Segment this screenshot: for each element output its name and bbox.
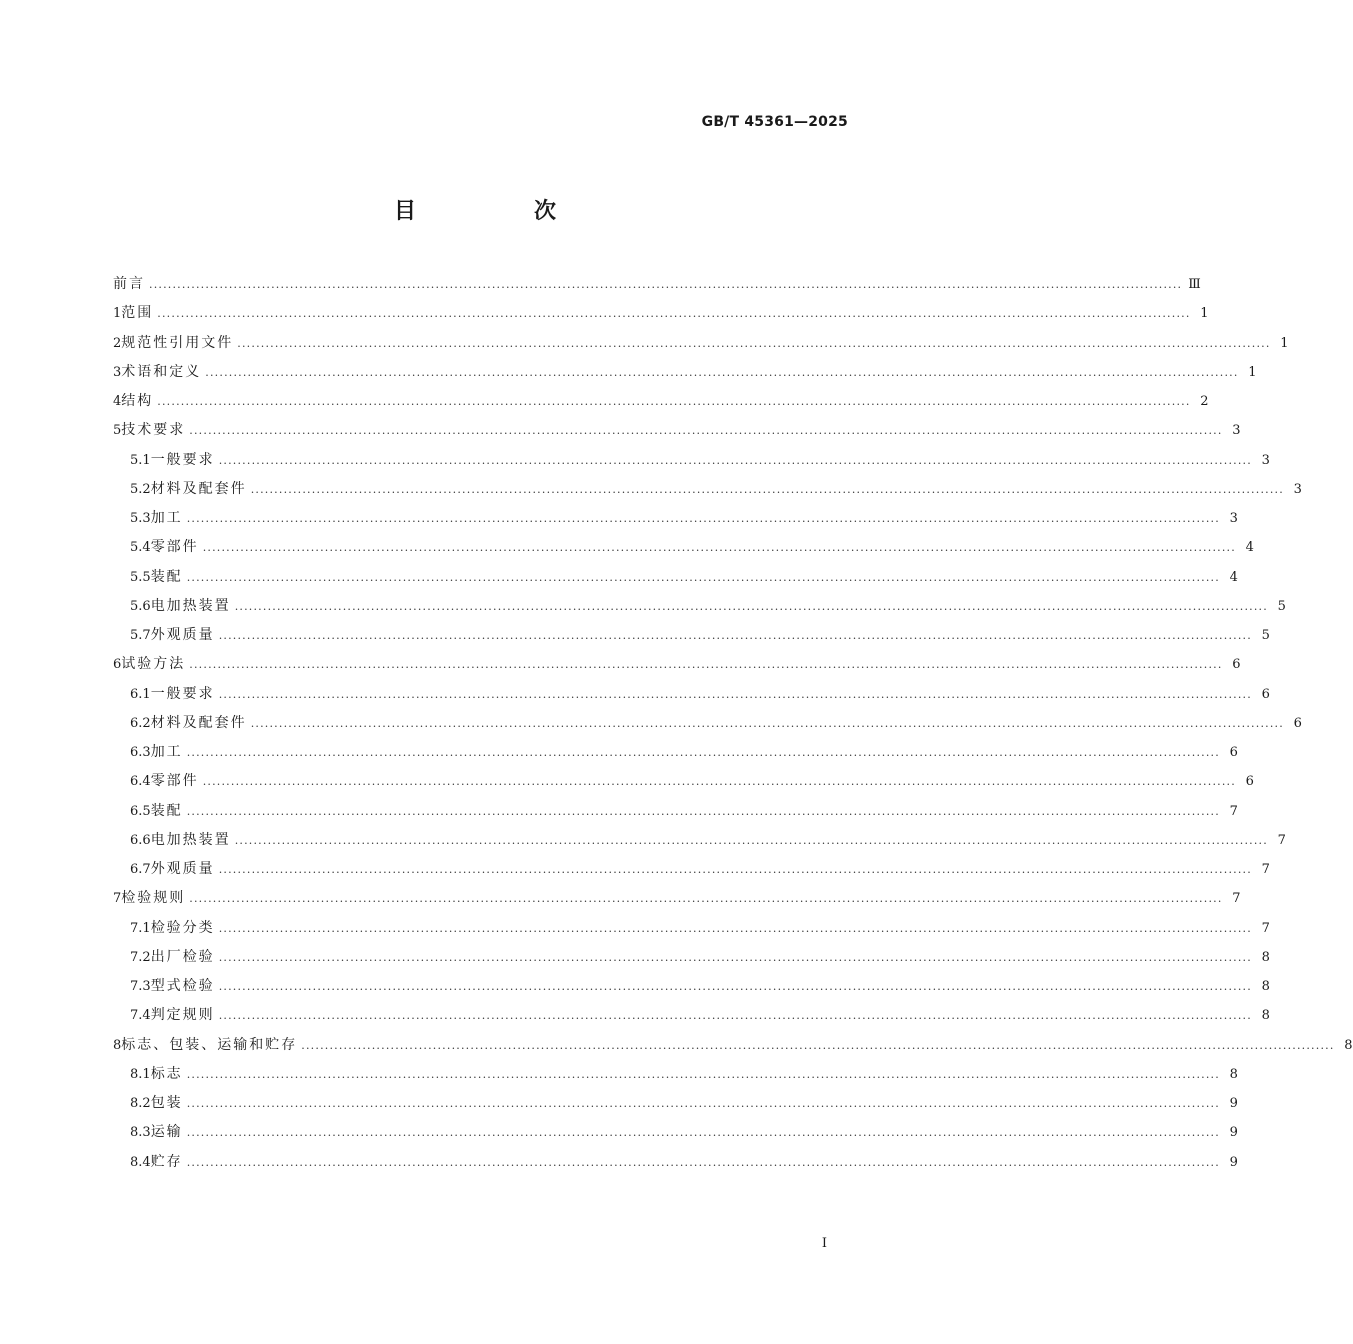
toc-entry-page: 1 xyxy=(1200,306,1209,322)
toc-entry-number: 8.4 xyxy=(130,1154,151,1170)
toc-entry-number: 5.7 xyxy=(130,628,151,643)
toc-entry-label: 零部件 xyxy=(150,773,199,790)
toc-entry-number: 3 xyxy=(113,364,122,380)
toc-entry[interactable] xyxy=(113,299,1209,328)
toc-entry-number: 7.1 xyxy=(130,920,151,936)
toc-entry-label: 范围 xyxy=(121,305,154,322)
toc-entry[interactable] xyxy=(113,680,1270,709)
toc-entry[interactable] xyxy=(113,1089,1238,1118)
toc-entry-label: 材料及配套件 xyxy=(150,480,247,497)
toc-entry[interactable] xyxy=(113,1118,1238,1147)
toc-entry-label: 技术要求 xyxy=(121,422,186,439)
toc-entry-page: 3 xyxy=(1261,452,1270,468)
toc-entry-label: 型式检验 xyxy=(150,978,215,994)
toc-dot-leader: ............................................................................................................................................................................................................................ xyxy=(189,658,1223,672)
toc-entry-number: 5.3 xyxy=(130,511,151,526)
toc-dot-leader: ............................................................................................................................................................................................................................ xyxy=(186,746,1220,759)
toc-entry-page: 6 xyxy=(1232,657,1241,673)
toc-entry-label: 标志、包装、运输和贮存 xyxy=(121,1036,298,1053)
toc-dot-leader: ............................................................................................................................................................................................................................ xyxy=(189,892,1223,906)
toc-entry-number: 1 xyxy=(113,306,122,322)
toc-entry-label: 检验规则 xyxy=(121,890,186,907)
toc-entry-label: 材料及配套件 xyxy=(150,714,247,731)
toc-entry-label: 外观质量 xyxy=(150,861,215,877)
toc-entry-label: 包装 xyxy=(150,1095,183,1111)
toc-entry-page: 7 xyxy=(1229,803,1238,819)
toc-entry-number: 7.4 xyxy=(130,1008,151,1024)
toc-entry[interactable] xyxy=(113,592,1286,621)
toc-entry[interactable] xyxy=(113,914,1270,943)
toc-entry[interactable] xyxy=(113,446,1270,475)
toc-entry-page: 6 xyxy=(1245,774,1254,790)
toc-dot-leader: ............................................................................................................................................................................................................................ xyxy=(218,863,1252,876)
toc-entry-number: 7 xyxy=(113,891,122,907)
toc-entry-number: 2 xyxy=(113,335,122,351)
toc-entry-page: 8 xyxy=(1261,979,1270,994)
toc-dot-leader: ............................................................................................................................................................................................................................ xyxy=(218,687,1252,701)
toc-entry[interactable] xyxy=(113,709,1302,738)
toc-entry-label: 检验分类 xyxy=(150,919,215,936)
toc-entry-number: 6.6 xyxy=(130,832,151,848)
toc-dot-leader: ............................................................................................................................................................................................................................ xyxy=(202,541,1236,555)
toc-entry[interactable] xyxy=(113,621,1270,650)
toc-entry-number: 8 xyxy=(113,1037,122,1053)
toc-dot-leader: ............................................................................................................................................................................................................................ xyxy=(186,512,1220,525)
toc-dot-leader: ............................................................................................................................................................................................................................ xyxy=(237,336,1271,350)
toc-entry-number: 6.4 xyxy=(130,774,151,790)
toc-entry[interactable] xyxy=(113,1031,1353,1060)
toc-entry-page: 3 xyxy=(1293,481,1302,497)
toc-entry[interactable] xyxy=(113,533,1254,562)
toc-entry[interactable] xyxy=(113,884,1241,913)
toc-entry[interactable] xyxy=(113,504,1238,533)
toc-dot-leader: ............................................................................................................................................................................................................................ xyxy=(301,1038,1335,1052)
toc-entry[interactable] xyxy=(113,767,1254,796)
toc-entry-page: 1 xyxy=(1248,364,1257,380)
toc-entry[interactable] xyxy=(113,1060,1238,1089)
toc-entry-page: 6 xyxy=(1293,715,1302,731)
toc-entry-number: 8.3 xyxy=(130,1125,151,1141)
toc-entry-number: 6.7 xyxy=(130,862,151,877)
toc-entry-label: 前言 xyxy=(113,276,145,292)
toc-entry-label: 外观质量 xyxy=(150,627,215,643)
page-title: 目 次 xyxy=(393,199,604,224)
toc-entry-label: 试验方法 xyxy=(121,656,186,673)
toc-entry[interactable] xyxy=(113,826,1286,855)
toc-entry-page: Ⅲ xyxy=(1188,277,1201,292)
toc-entry-page: 8 xyxy=(1261,949,1270,965)
toc-entry-page: 8 xyxy=(1344,1037,1353,1053)
toc-entry-label: 加工 xyxy=(150,510,183,526)
toc-entry-page: 3 xyxy=(1232,423,1241,439)
toc-dot-leader: ............................................................................................................................................................................................................................ xyxy=(218,980,1252,993)
toc-entry-number: 6.5 xyxy=(130,803,151,819)
toc-dot-leader: ............................................................................................................................................................................................................................ xyxy=(250,716,1284,730)
toc-entry-page: 8 xyxy=(1261,1008,1270,1024)
toc-entry-page: 5 xyxy=(1261,628,1270,643)
toc-entry-number: 7.3 xyxy=(130,979,151,994)
toc-entry-label: 出厂检验 xyxy=(150,948,215,965)
toc-entry[interactable] xyxy=(113,1001,1270,1030)
toc-entry-label: 零部件 xyxy=(150,539,199,556)
toc-entry-page: 7 xyxy=(1261,862,1270,877)
toc-entry-page: 4 xyxy=(1245,540,1254,556)
toc-dot-leader: ............................................................................................................................................................................................................................ xyxy=(234,599,1268,613)
toc-entry-number: 5.6 xyxy=(130,598,151,614)
toc-dot-leader: ............................................................................................................................................................................................................................ xyxy=(186,1067,1220,1081)
page-number: Ⅰ xyxy=(821,1236,827,1251)
toc-entry[interactable] xyxy=(113,329,1289,358)
toc-entry[interactable] xyxy=(113,270,1201,299)
toc-dot-leader: ............................................................................................................................................................................................................................ xyxy=(234,833,1268,847)
toc-dot-leader: ............................................................................................................................................................................................................................ xyxy=(218,921,1252,935)
toc-entry-number: 6.2 xyxy=(130,715,151,731)
toc-entry-page: 7 xyxy=(1232,891,1241,907)
toc-entry-number: 6.3 xyxy=(130,745,151,760)
toc-entry-number: 5.5 xyxy=(130,569,151,585)
toc-entry-page: 9 xyxy=(1229,1154,1238,1170)
table-of-contents xyxy=(113,270,1353,1177)
toc-entry-number: 4 xyxy=(113,394,122,409)
toc-entry[interactable] xyxy=(113,475,1302,504)
toc-entry-number: 5.4 xyxy=(130,540,151,556)
toc-entry-number: 7.2 xyxy=(130,949,151,965)
toc-entry-number: 8.2 xyxy=(130,1096,151,1111)
toc-entry-label: 贮存 xyxy=(150,1153,183,1170)
toc-entry-page: 7 xyxy=(1277,832,1286,848)
toc-entry-page: 2 xyxy=(1200,394,1209,409)
toc-dot-leader: ............................................................................................................................................................................................................................ xyxy=(186,1155,1220,1169)
toc-dot-leader: ............................................................................................................................................................................................................................ xyxy=(186,1126,1220,1140)
toc-entry-page: 1 xyxy=(1280,335,1289,351)
toc-entry-label: 标志 xyxy=(150,1065,183,1082)
toc-dot-leader: ............................................................................................................................................................................................................................ xyxy=(205,365,1239,379)
toc-entry-page: 4 xyxy=(1229,569,1238,585)
toc-entry[interactable] xyxy=(113,1148,1238,1177)
toc-dot-leader: ............................................................................................................................................................................................................................ xyxy=(218,1009,1252,1023)
toc-entry-page: 9 xyxy=(1229,1096,1238,1111)
toc-entry[interactable] xyxy=(113,855,1270,884)
toc-entry-page: 9 xyxy=(1229,1125,1238,1141)
toc-entry-page: 8 xyxy=(1229,1066,1238,1082)
toc-dot-leader: ............................................................................................................................................................................................................................ xyxy=(218,629,1252,642)
toc-entry[interactable] xyxy=(113,358,1257,387)
toc-entry-label: 电加热装置 xyxy=(150,597,231,614)
toc-dot-leader: ............................................................................................................................................................................................................................ xyxy=(186,570,1220,584)
toc-entry-label: 一般要求 xyxy=(150,451,215,468)
toc-entry-number: 8.1 xyxy=(130,1066,151,1082)
toc-entry[interactable] xyxy=(113,387,1209,416)
toc-entry-label: 规范性引用文件 xyxy=(121,334,234,351)
toc-dot-leader: ............................................................................................................................................................................................................................ xyxy=(186,804,1220,818)
toc-entry[interactable] xyxy=(113,650,1241,679)
toc-entry[interactable] xyxy=(113,972,1270,1001)
toc-entry-number: 5.2 xyxy=(130,481,151,497)
toc-entry-number: 6 xyxy=(113,657,122,673)
toc-entry-number: 5.1 xyxy=(130,452,151,468)
toc-dot-leader: ............................................................................................................................................................................................................................ xyxy=(149,278,1183,291)
toc-entry-label: 电加热装置 xyxy=(150,831,231,848)
toc-entry-label: 结构 xyxy=(121,393,154,409)
toc-dot-leader: ............................................................................................................................................................................................................................ xyxy=(186,1097,1220,1110)
toc-dot-leader: ............................................................................................................................................................................................................................ xyxy=(157,395,1191,408)
toc-entry-page: 5 xyxy=(1277,598,1286,614)
toc-entry-label: 装配 xyxy=(150,802,183,819)
toc-dot-leader: ............................................................................................................................................................................................................................ xyxy=(218,950,1252,964)
toc-entry-label: 加工 xyxy=(150,744,183,760)
toc-entry[interactable] xyxy=(113,797,1238,826)
toc-dot-leader: ............................................................................................................................................................................................................................ xyxy=(218,453,1252,467)
toc-entry-label: 装配 xyxy=(150,568,183,585)
toc-dot-leader: ............................................................................................................................................................................................................................ xyxy=(202,775,1236,789)
toc-entry-page: 6 xyxy=(1229,745,1238,760)
toc-entry-label: 术语和定义 xyxy=(121,363,202,380)
toc-entry-number: 5 xyxy=(113,423,122,439)
toc-entry[interactable] xyxy=(113,738,1238,767)
toc-entry[interactable] xyxy=(113,943,1270,972)
toc-entry-page: 6 xyxy=(1261,686,1270,702)
toc-entry[interactable] xyxy=(113,563,1238,592)
toc-entry[interactable] xyxy=(113,416,1241,445)
toc-dot-leader: ............................................................................................................................................................................................................................ xyxy=(189,424,1223,438)
toc-dot-leader: ............................................................................................................................................................................................................................ xyxy=(157,307,1191,321)
toc-entry-number: 6.1 xyxy=(130,686,151,702)
toc-dot-leader: ............................................................................................................................................................................................................................ xyxy=(250,482,1284,496)
toc-entry-page: 7 xyxy=(1261,920,1270,936)
standard-code: GB/T 45361—2025 xyxy=(701,114,848,130)
toc-entry-page: 3 xyxy=(1229,511,1238,526)
toc-entry-label: 判定规则 xyxy=(150,1007,215,1024)
toc-entry-label: 一般要求 xyxy=(150,685,215,702)
toc-entry-label: 运输 xyxy=(150,1124,183,1141)
